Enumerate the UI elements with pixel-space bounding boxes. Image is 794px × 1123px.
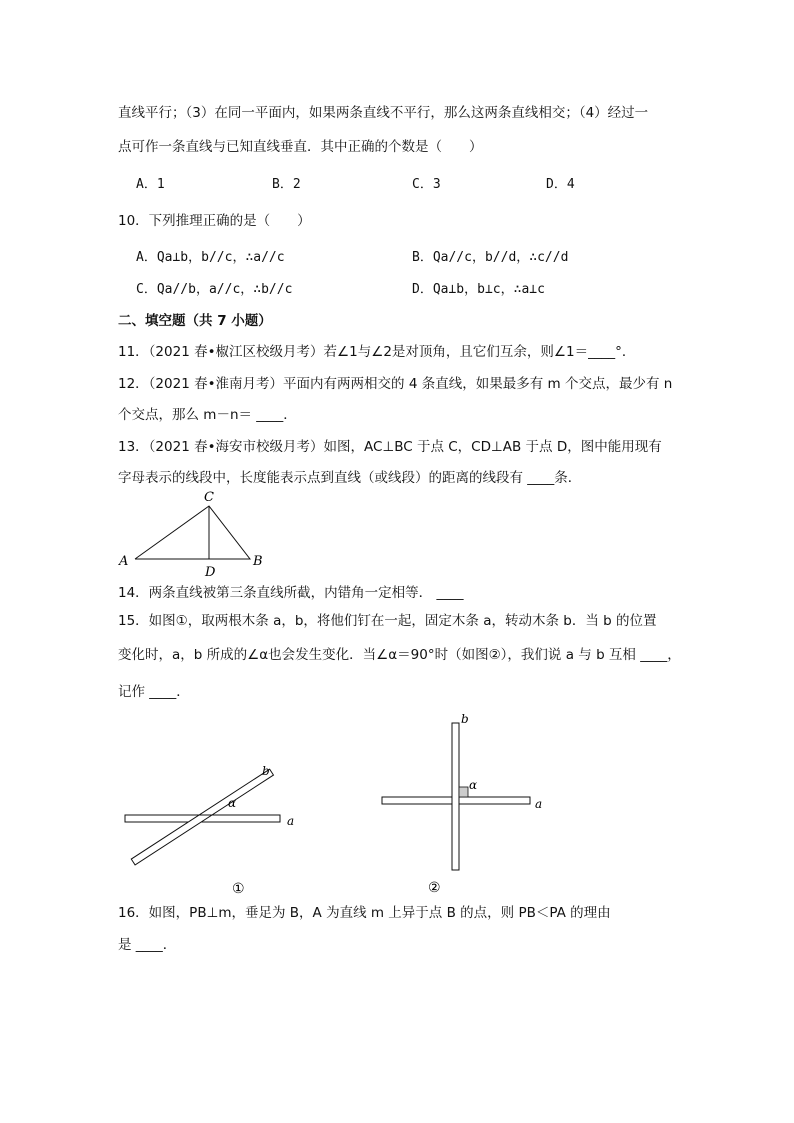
q9-option-d: D．4 (546, 177, 575, 192)
q10-option-a: A．Qa⊥b，b//c，∴a//c (136, 250, 285, 265)
q9-option-a: A．1 (136, 177, 165, 192)
q10-option-d: D．Qa⊥b，b⊥c，∴a⊥c (412, 282, 545, 297)
q15-line3: 记作 ____． (118, 684, 190, 700)
q15-line1: 15．如图①，取两根木条 a，b，将他们钉在一起，固定木条 a，转动木条 b．当 b 的位置 (118, 613, 657, 629)
q13-triangle-figure (115, 485, 275, 580)
q10-stem: 10．下列推理正确的是（ ） (118, 213, 311, 229)
fig2-label-a: a (535, 797, 543, 811)
q15-figure-1 (115, 755, 315, 900)
q10-option-b: B．Qa//c，b//d，∴c//d (412, 250, 569, 265)
q10-option-c: C．Qa//b，a//c，∴b//c (136, 282, 293, 297)
q14-line1: 14．两条直线被第三条直线所截，内错角一定相等． ____ (118, 585, 464, 601)
fig1-label-alpha: α (228, 796, 237, 810)
q11-line1: 11．（2021 春•椒江区校级月考）若∠1与∠2是对顶角，且它们互余，则∠1＝____°． (118, 344, 636, 360)
q16-line1: 16．如图，PB⊥m，垂足为 B，A 为直线 m 上异于点 B 的点，则 PB＜PA 的理由 (118, 905, 611, 921)
q9-line1: 直线平行；（3）在同一平面内，如果两条直线不平行，那么这两条直线相交；（4）经过一 (118, 105, 649, 121)
label-a: A (119, 554, 129, 569)
fig2-caption: ② (428, 880, 441, 896)
fig1-caption: ① (232, 881, 245, 897)
label-d: D (205, 565, 216, 580)
q9-line2: 点可作一条直线与已知直线垂直．其中正确的个数是（ ） (118, 139, 483, 155)
q16-line2: 是 ____． (118, 937, 177, 953)
section-title: 二、填空题（共 7 小题） (118, 313, 272, 329)
q15-figure-2 (375, 710, 565, 900)
q12-line1: 12．（2021 春•淮南月考）平面内有两两相交的 4 条直线，如果最多有 m 个交点，最少有 n (118, 376, 673, 392)
fig1-label-b: b (262, 764, 270, 778)
q9-option-b: B．2 (272, 177, 301, 192)
fig2-label-alpha: α (469, 778, 478, 792)
q9-option-c: C．3 (412, 177, 441, 192)
fig2-label-b: b (461, 712, 469, 726)
q13-line1: 13．（2021 春•海安市校级月考）如图，AC⊥BC 于点 C，CD⊥AB 于点 D，图中能用现有 (118, 439, 662, 455)
q12-line2: 个交点，那么 m－n＝ ____． (118, 407, 297, 423)
fig1-label-a: a (287, 814, 295, 828)
q13-line2: 字母表示的线段中，长度能表示点到直线（或线段）的距离的线段有 ____条． (118, 470, 582, 486)
q15-line2: 变化时，a，b 所成的∠α也会发生变化．当∠α＝90°时（如图②），我们说 a 与 b 互相 ____， (118, 647, 681, 663)
label-c: C (204, 490, 214, 505)
label-b: B (253, 554, 263, 569)
